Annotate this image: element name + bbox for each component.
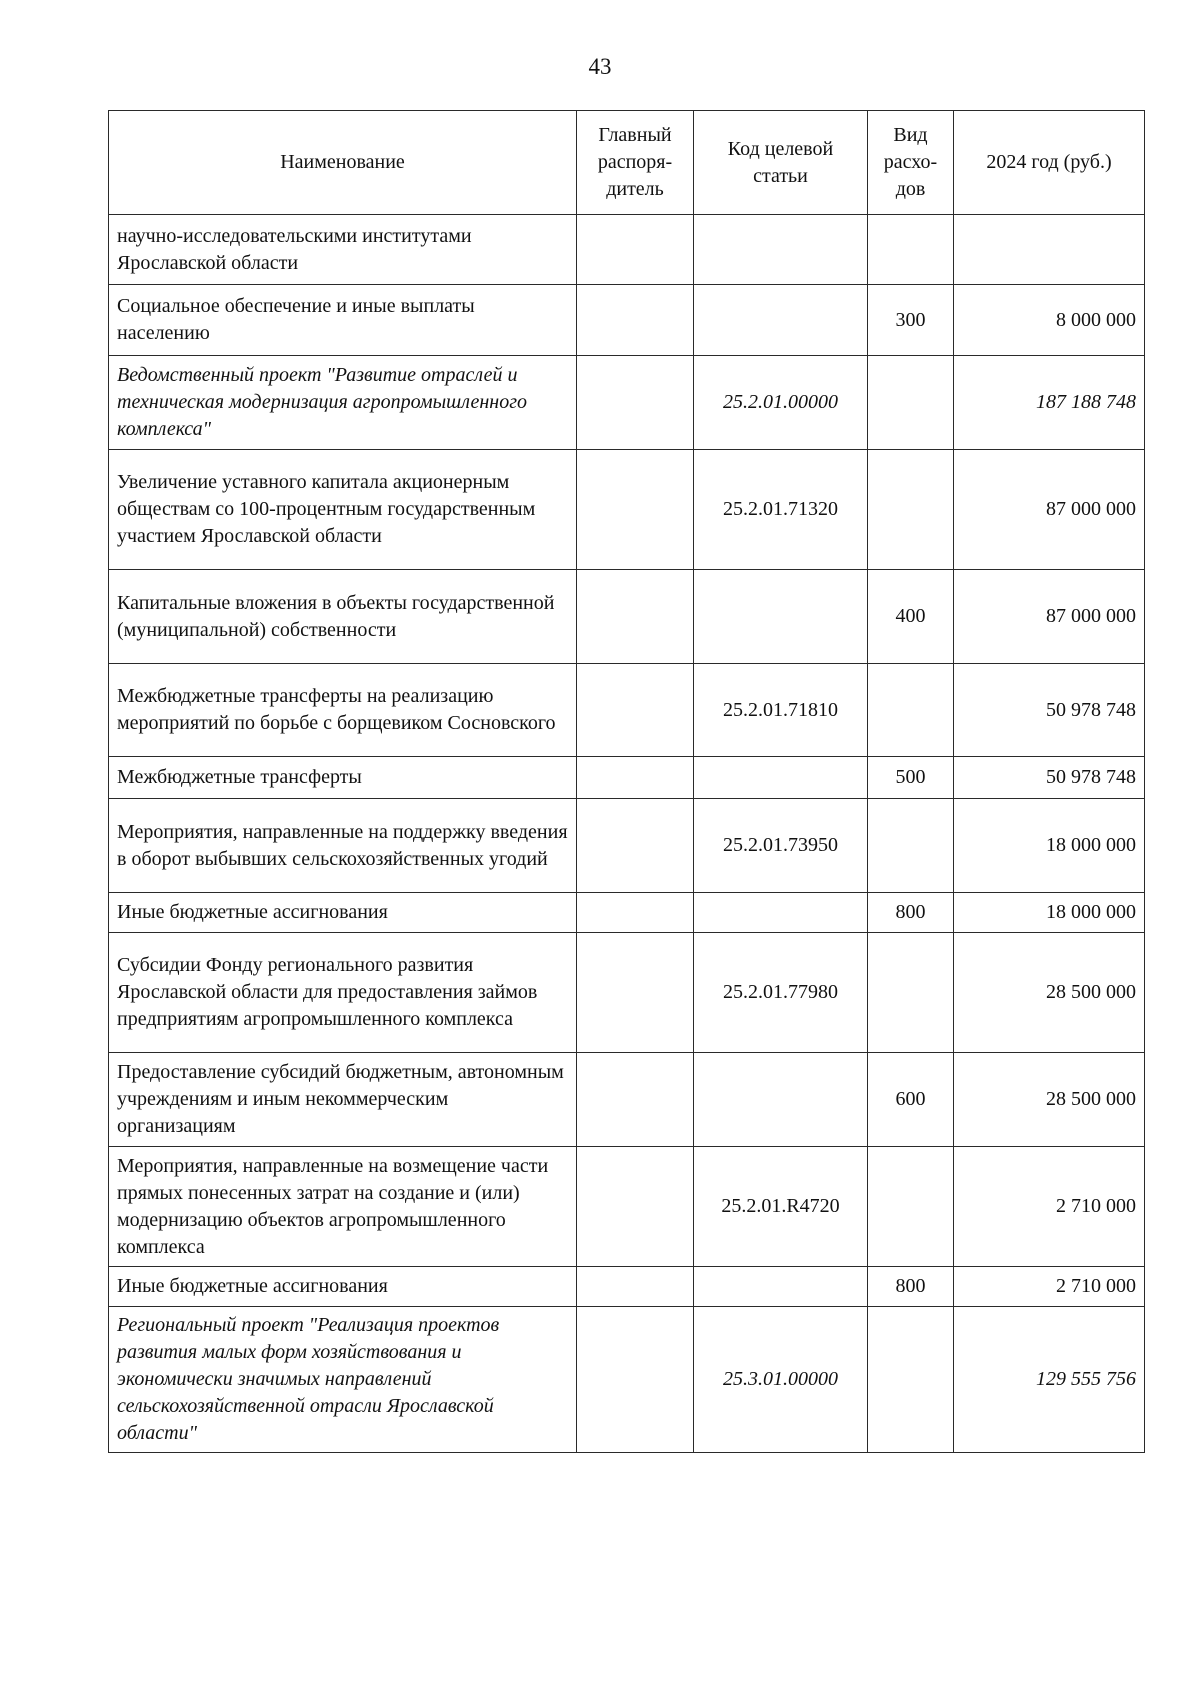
cell-amount: 50 978 748 bbox=[954, 757, 1145, 799]
cell-expense-type bbox=[868, 450, 954, 570]
cell-name: Ведомственный проект "Развитие отраслей и техническая модернизация агропромышленного комплекса" bbox=[109, 356, 577, 450]
cell-main-manager bbox=[577, 450, 694, 570]
cell-target-code: 25.2.01.71810 bbox=[694, 664, 868, 757]
cell-main-manager bbox=[577, 893, 694, 933]
cell-amount: 129 555 756 bbox=[954, 1307, 1145, 1453]
table-row bbox=[109, 570, 1145, 664]
cell-name: Субсидии Фонду регионального развития Ярославской области для предоставления займов предприятиям агропромышленного комплекса bbox=[109, 933, 577, 1053]
cell-target-code: 25.2.01.71320 bbox=[694, 450, 868, 570]
cell-name: Увеличение уставного капитала акционерным обществам со 100-процентным государственным участием Ярославской области bbox=[109, 450, 577, 570]
cell-name: Межбюджетные трансферты bbox=[109, 757, 577, 799]
cell-name: Региональный проект "Реализация проектов развития малых форм хозяйствования и экономически значимых направлений сельскохозяйственной отрасли Ярославской области" bbox=[109, 1307, 577, 1453]
cell-amount: 8 000 000 bbox=[954, 285, 1145, 356]
cell-target-code: 25.2.01.73950 bbox=[694, 799, 868, 893]
cell-expense-type: 300 bbox=[868, 285, 954, 356]
cell-target-code: 25.2.01.R4720 bbox=[694, 1147, 868, 1267]
cell-target-code: 25.2.01.00000 bbox=[694, 356, 868, 450]
table-row bbox=[109, 1053, 1145, 1147]
cell-expense-type bbox=[868, 356, 954, 450]
cell-name: Мероприятия, направленные на возмещение части прямых понесенных затрат на создание и (или) модернизацию объектов агропромышленного комплекса bbox=[109, 1147, 577, 1267]
budget-table bbox=[108, 110, 1145, 1453]
cell-expense-type: 800 bbox=[868, 893, 954, 933]
cell-name: научно-исследовательскими институтами Ярославской области bbox=[109, 215, 577, 285]
table-row bbox=[109, 664, 1145, 757]
cell-main-manager bbox=[577, 757, 694, 799]
cell-amount: 2 710 000 bbox=[954, 1267, 1145, 1307]
cell-expense-type bbox=[868, 664, 954, 757]
cell-main-manager bbox=[577, 1307, 694, 1453]
cell-expense-type bbox=[868, 215, 954, 285]
table-row bbox=[109, 933, 1145, 1053]
cell-main-manager bbox=[577, 799, 694, 893]
cell-expense-type: 600 bbox=[868, 1053, 954, 1147]
cell-expense-type: 400 bbox=[868, 570, 954, 664]
cell-name: Иные бюджетные ассигнования bbox=[109, 1267, 577, 1307]
cell-main-manager bbox=[577, 933, 694, 1053]
cell-target-code bbox=[694, 757, 868, 799]
header-expense-type: Вид расхо-дов bbox=[868, 111, 954, 215]
cell-main-manager bbox=[577, 215, 694, 285]
cell-main-manager bbox=[577, 664, 694, 757]
cell-main-manager bbox=[577, 1147, 694, 1267]
cell-target-code bbox=[694, 1053, 868, 1147]
table-row bbox=[109, 285, 1145, 356]
table-row bbox=[109, 799, 1145, 893]
cell-expense-type bbox=[868, 799, 954, 893]
page-number: 43 bbox=[588, 54, 612, 79]
cell-main-manager bbox=[577, 570, 694, 664]
cell-expense-type: 800 bbox=[868, 1267, 954, 1307]
header-amount: 2024 год (руб.) bbox=[954, 111, 1145, 215]
cell-expense-type: 500 bbox=[868, 757, 954, 799]
table-row bbox=[109, 1267, 1145, 1307]
cell-main-manager bbox=[577, 356, 694, 450]
cell-target-code bbox=[694, 893, 868, 933]
cell-main-manager bbox=[577, 285, 694, 356]
table-row bbox=[109, 215, 1145, 285]
cell-amount: 18 000 000 bbox=[954, 799, 1145, 893]
cell-name: Иные бюджетные ассигнования bbox=[109, 893, 577, 933]
cell-target-code: 25.2.01.77980 bbox=[694, 933, 868, 1053]
table-header-row bbox=[109, 111, 1145, 215]
cell-amount: 28 500 000 bbox=[954, 1053, 1145, 1147]
cell-target-code bbox=[694, 570, 868, 664]
header-main-manager: Главный распоря-дитель bbox=[577, 111, 694, 215]
cell-amount: 87 000 000 bbox=[954, 570, 1145, 664]
cell-amount bbox=[954, 215, 1145, 285]
cell-amount: 2 710 000 bbox=[954, 1147, 1145, 1267]
cell-name: Межбюджетные трансферты на реализацию мероприятий по борьбе с борщевиком Сосновского bbox=[109, 664, 577, 757]
cell-amount: 50 978 748 bbox=[954, 664, 1145, 757]
cell-target-code bbox=[694, 215, 868, 285]
cell-target-code: 25.3.01.00000 bbox=[694, 1307, 868, 1453]
cell-main-manager bbox=[577, 1267, 694, 1307]
cell-amount: 187 188 748 bbox=[954, 356, 1145, 450]
cell-amount: 18 000 000 bbox=[954, 893, 1145, 933]
cell-target-code bbox=[694, 1267, 868, 1307]
cell-name: Мероприятия, направленные на поддержку введения в оборот выбывших сельскохозяйственных угодий bbox=[109, 799, 577, 893]
header-name: Наименование bbox=[109, 111, 577, 215]
cell-expense-type bbox=[868, 1307, 954, 1453]
table-row bbox=[109, 893, 1145, 933]
cell-amount: 87 000 000 bbox=[954, 450, 1145, 570]
table-row bbox=[109, 356, 1145, 450]
header-target-code: Код целевой статьи bbox=[694, 111, 868, 215]
cell-expense-type bbox=[868, 933, 954, 1053]
table-row bbox=[109, 450, 1145, 570]
table-row bbox=[109, 757, 1145, 799]
cell-name: Социальное обеспечение и иные выплаты населению bbox=[109, 285, 577, 356]
cell-name: Предоставление субсидий бюджетным, автономным учреждениям и иным некоммерческим организациям bbox=[109, 1053, 577, 1147]
cell-target-code bbox=[694, 285, 868, 356]
cell-name: Капитальные вложения в объекты государственной (муниципальной) собственности bbox=[109, 570, 577, 664]
table-body bbox=[109, 215, 1145, 1453]
cell-expense-type bbox=[868, 1147, 954, 1267]
cell-main-manager bbox=[577, 1053, 694, 1147]
cell-amount: 28 500 000 bbox=[954, 933, 1145, 1053]
table-row bbox=[109, 1307, 1145, 1453]
table-row bbox=[109, 1147, 1145, 1267]
